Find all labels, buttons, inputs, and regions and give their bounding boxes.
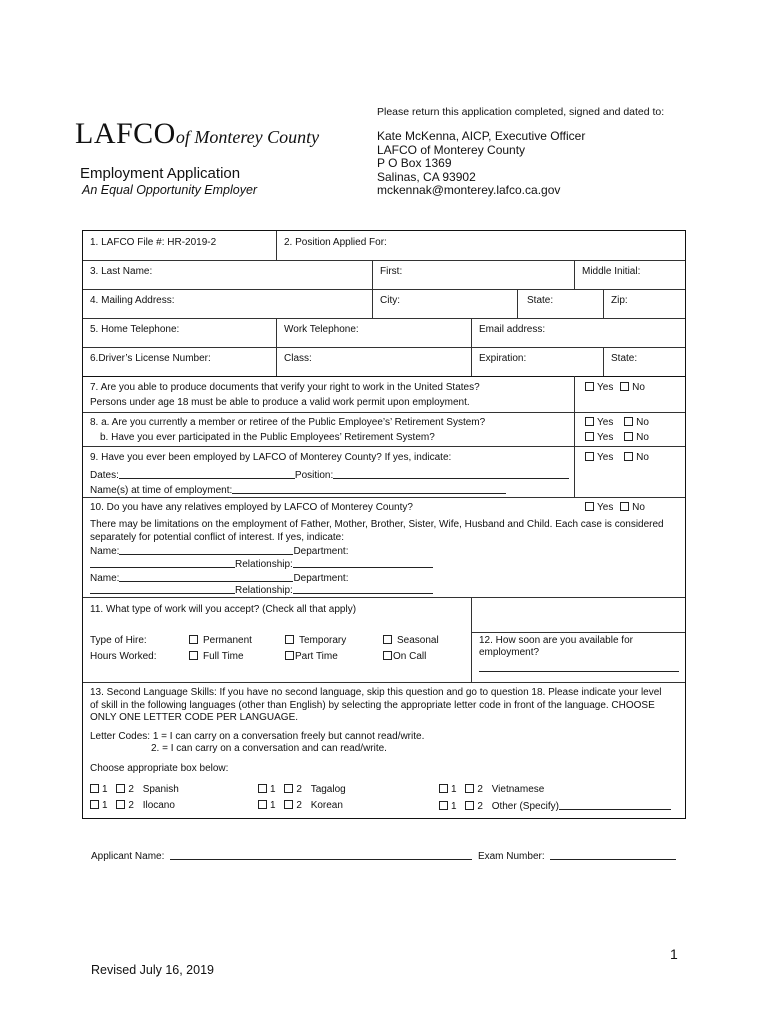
code-1-label: 1 bbox=[102, 784, 108, 795]
code-2-label: 2 bbox=[477, 784, 483, 795]
q10-no-checkbox[interactable] bbox=[620, 502, 629, 511]
seasonal-label: Seasonal bbox=[397, 635, 439, 646]
full-time-option[interactable] bbox=[189, 651, 244, 663]
language-korean bbox=[258, 800, 343, 812]
code-2-label: 2 bbox=[477, 801, 483, 812]
relative-relationship-line[interactable] bbox=[293, 584, 433, 594]
no-label: No bbox=[636, 452, 649, 463]
last-name-field[interactable]: 3. Last Name: bbox=[90, 266, 153, 277]
on-call-checkbox[interactable] bbox=[383, 651, 392, 660]
question-9: 9. Have you ever been employed by LAFCO of Monterey County? If yes, indicate: bbox=[90, 452, 452, 463]
license-expiration-field[interactable]: Expiration: bbox=[479, 353, 527, 364]
address-line: LAFCO of Monterey County bbox=[377, 142, 526, 157]
yes-label: Yes bbox=[597, 382, 614, 393]
address-line: mckennak@monterey.lafco.ca.gov bbox=[377, 183, 561, 198]
relative-relationship-line[interactable] bbox=[293, 558, 433, 568]
other-specify-line[interactable] bbox=[559, 800, 671, 810]
on-call-option[interactable] bbox=[383, 651, 426, 663]
name-label: Name: bbox=[90, 546, 120, 557]
q8a-no-checkbox[interactable] bbox=[624, 417, 633, 426]
korean-label: Korean bbox=[310, 800, 343, 811]
logo-sub: of Monterey County bbox=[175, 127, 320, 147]
relative-2-relationship-row bbox=[90, 584, 433, 597]
relative-name-line[interactable] bbox=[119, 545, 293, 555]
vietnamese-2-checkbox[interactable] bbox=[465, 784, 474, 793]
language-vietnamese bbox=[439, 784, 544, 796]
no-label: No bbox=[632, 502, 645, 513]
state-field[interactable]: State: bbox=[527, 295, 554, 306]
work-telephone-field[interactable]: Work Telephone: bbox=[284, 324, 359, 335]
question-7: 7. Are you able to produce documents that verify your right to work in the United States? bbox=[90, 382, 480, 393]
part-time-label: Part Time bbox=[295, 651, 338, 662]
permanent-label: Permanent bbox=[203, 635, 252, 646]
full-time-checkbox[interactable] bbox=[189, 651, 198, 660]
relative-1-name-row bbox=[90, 545, 348, 558]
vietnamese-label: Vietnamese bbox=[491, 784, 545, 795]
question-13: 13. Second Language Skills: If you have no second language, skip this question and go to question 18. Please indicate your level bbox=[90, 687, 662, 698]
spanish-2-checkbox[interactable] bbox=[116, 784, 125, 793]
address-line: Salinas, CA 93902 bbox=[377, 169, 476, 184]
license-number-field[interactable]: 6.Driver’s License Number: bbox=[90, 353, 211, 364]
question-13c: ONLY ONE LETTER CODE PER LANGUAGE. bbox=[90, 712, 299, 723]
q9-no-checkbox[interactable] bbox=[624, 452, 633, 461]
relative-1-relationship-row bbox=[90, 558, 433, 571]
temporary-label: Temporary bbox=[299, 635, 347, 646]
applicant-name-row bbox=[91, 850, 676, 863]
vietnamese-1-checkbox[interactable] bbox=[439, 784, 448, 793]
names-at-time-label: Name(s) at time of employment: bbox=[90, 485, 233, 496]
form-title: Employment Application bbox=[80, 165, 241, 182]
form-subtitle: An Equal Opportunity Employer bbox=[82, 183, 258, 197]
home-telephone-field[interactable]: 5. Home Telephone: bbox=[90, 324, 180, 335]
ilocano-1-checkbox[interactable] bbox=[90, 800, 99, 809]
question-11: 11. What type of work will you accept? (Check all that apply) bbox=[90, 604, 357, 615]
q8a-options bbox=[585, 417, 649, 429]
relative-department-line[interactable] bbox=[90, 558, 235, 568]
names-at-time-row bbox=[90, 484, 506, 497]
lafco-logo bbox=[75, 117, 319, 151]
choose-box-label: Choose appropriate box below: bbox=[90, 763, 229, 774]
no-label: No bbox=[636, 417, 649, 428]
position-applied-label[interactable]: 2. Position Applied For: bbox=[284, 237, 387, 248]
relative-name-line[interactable] bbox=[119, 572, 293, 582]
applicant-name-line[interactable] bbox=[170, 850, 472, 860]
code-2-label: 2 bbox=[296, 784, 302, 795]
department-label: Department: bbox=[293, 573, 349, 584]
relationship-label: Relationship: bbox=[235, 559, 293, 570]
relative-department-line[interactable] bbox=[90, 584, 235, 594]
yes-label: Yes bbox=[597, 452, 614, 463]
korean-1-checkbox[interactable] bbox=[258, 800, 267, 809]
q7-no-checkbox[interactable] bbox=[620, 382, 629, 391]
yes-label: Yes bbox=[597, 417, 614, 428]
city-field[interactable]: City: bbox=[380, 295, 400, 306]
position-line[interactable] bbox=[333, 469, 569, 479]
email-field[interactable]: Email address: bbox=[479, 324, 546, 335]
q10-options bbox=[585, 502, 645, 514]
type-of-hire-label: Type of Hire: bbox=[90, 635, 147, 646]
language-ilocano bbox=[90, 800, 175, 812]
dates-line[interactable] bbox=[119, 469, 295, 479]
tagalog-2-checkbox[interactable] bbox=[284, 784, 293, 793]
applicant-name-label: Applicant Name: bbox=[91, 851, 165, 862]
department-label: Department: bbox=[293, 546, 349, 557]
full-time-label: Full Time bbox=[203, 651, 244, 662]
tagalog-1-checkbox[interactable] bbox=[258, 784, 267, 793]
on-call-label: On Call bbox=[393, 651, 427, 662]
position-label: Position: bbox=[294, 470, 334, 481]
korean-2-checkbox[interactable] bbox=[284, 800, 293, 809]
q8b-no-checkbox[interactable] bbox=[624, 432, 633, 441]
other-2-checkbox[interactable] bbox=[465, 801, 474, 810]
q9-yes-checkbox[interactable] bbox=[585, 452, 594, 461]
code-1-label: 1 bbox=[270, 800, 276, 811]
code-1-label: 1 bbox=[451, 784, 457, 795]
yes-label: Yes bbox=[597, 502, 614, 513]
q7-yes-checkbox[interactable] bbox=[585, 382, 594, 391]
letter-codes: Letter Codes: 1 = I can carry on a conversation freely but cannot read/write. bbox=[90, 731, 425, 742]
question-8b: b. Have you ever participated in the Public Employees’ Retirement System? bbox=[100, 432, 435, 443]
other-1-checkbox[interactable] bbox=[439, 801, 448, 810]
logo-main: LAFCO bbox=[75, 117, 176, 150]
middle-initial-field[interactable]: Middle Initial: bbox=[582, 266, 641, 277]
name-label: Name: bbox=[90, 573, 120, 584]
code-2-label: 2 bbox=[296, 800, 302, 811]
q8b-options bbox=[585, 432, 649, 444]
other-label: Other (Specify) bbox=[491, 801, 559, 812]
code-2-label: 2 bbox=[128, 784, 134, 795]
q8b-yes-checkbox[interactable] bbox=[585, 432, 594, 441]
yes-label: Yes bbox=[597, 432, 614, 443]
tagalog-label: Tagalog bbox=[310, 784, 346, 795]
question-10: 10. Do you have any relatives employed by LAFCO of Monterey County? bbox=[90, 502, 413, 513]
availability-line[interactable] bbox=[479, 671, 679, 672]
code-1-label: 1 bbox=[451, 801, 457, 812]
q8a-yes-checkbox[interactable] bbox=[585, 417, 594, 426]
page-number: 1 bbox=[670, 946, 678, 962]
permanent-option[interactable] bbox=[189, 635, 252, 647]
hours-worked-label: Hours Worked: bbox=[90, 651, 157, 662]
address-line: P O Box 1369 bbox=[377, 156, 452, 171]
q9-options bbox=[585, 452, 649, 464]
exam-number-label: Exam Number: bbox=[477, 851, 545, 862]
part-time-option[interactable] bbox=[285, 651, 338, 663]
language-spanish bbox=[90, 784, 179, 796]
question-13b: of skill in the following languages (other than English) by selecting the appropriate letter code in front of the language. CHOOSE bbox=[90, 700, 655, 711]
revised-date: Revised July 16, 2019 bbox=[91, 963, 214, 977]
language-tagalog bbox=[258, 784, 346, 796]
permanent-checkbox[interactable] bbox=[189, 635, 198, 644]
names-at-time-line[interactable] bbox=[232, 484, 506, 494]
code-2-label: 2 bbox=[128, 800, 134, 811]
language-other bbox=[439, 800, 671, 813]
spanish-1-checkbox[interactable] bbox=[90, 784, 99, 793]
question-12: 12. How soon are you available for bbox=[479, 635, 633, 646]
license-class-field[interactable]: Class: bbox=[284, 353, 312, 364]
no-label: No bbox=[632, 382, 645, 393]
relationship-label: Relationship: bbox=[235, 585, 293, 596]
temporary-option[interactable] bbox=[285, 635, 346, 647]
dates-label: Dates: bbox=[90, 470, 119, 481]
first-name-field[interactable]: First: bbox=[380, 266, 403, 277]
mailing-address-field[interactable]: 4. Mailing Address: bbox=[90, 295, 175, 306]
question-12b: employment? bbox=[479, 647, 540, 658]
question-8a: 8. a. Are you currently a member or retiree of the Public Employee’s’ Retirement System? bbox=[90, 417, 486, 428]
question-10-note: There may be limitations on the employment of Father, Mother, Brother, Sister, Wife, Husband and Child. Each case is considered bbox=[90, 519, 664, 530]
question-10-note-2: separately for potential conflict of interest. If yes, indicate: bbox=[90, 532, 345, 543]
spanish-label: Spanish bbox=[142, 784, 179, 795]
address-line: Kate McKenna, AICP, Executive Officer bbox=[377, 129, 586, 143]
file-number-label: 1. LAFCO File #: HR-2019-2 bbox=[90, 237, 217, 248]
code-1-label: 1 bbox=[270, 784, 276, 795]
application-form bbox=[82, 230, 686, 819]
seasonal-checkbox[interactable] bbox=[383, 635, 392, 644]
return-note: Please return this application completed, signed and dated to: bbox=[377, 106, 665, 118]
q10-yes-checkbox[interactable] bbox=[585, 502, 594, 511]
ilocano-2-checkbox[interactable] bbox=[116, 800, 125, 809]
q7-options bbox=[585, 382, 645, 394]
question-7-note: Persons under age 18 must be able to produce a valid work permit upon employment. bbox=[90, 397, 470, 408]
license-state-field[interactable]: State: bbox=[611, 353, 638, 364]
employment-dates-row bbox=[90, 469, 569, 482]
return-address bbox=[377, 130, 585, 198]
seasonal-option[interactable] bbox=[383, 635, 439, 647]
exam-number-line[interactable] bbox=[550, 850, 676, 860]
letter-codes-2: 2. = I can carry on a conversation and can read/write. bbox=[151, 743, 387, 754]
ilocano-label: Ilocano bbox=[142, 800, 175, 811]
code-1-label: 1 bbox=[102, 800, 108, 811]
zip-field[interactable]: Zip: bbox=[611, 295, 628, 306]
part-time-checkbox[interactable] bbox=[285, 651, 294, 660]
temporary-checkbox[interactable] bbox=[285, 635, 294, 644]
no-label: No bbox=[636, 432, 649, 443]
